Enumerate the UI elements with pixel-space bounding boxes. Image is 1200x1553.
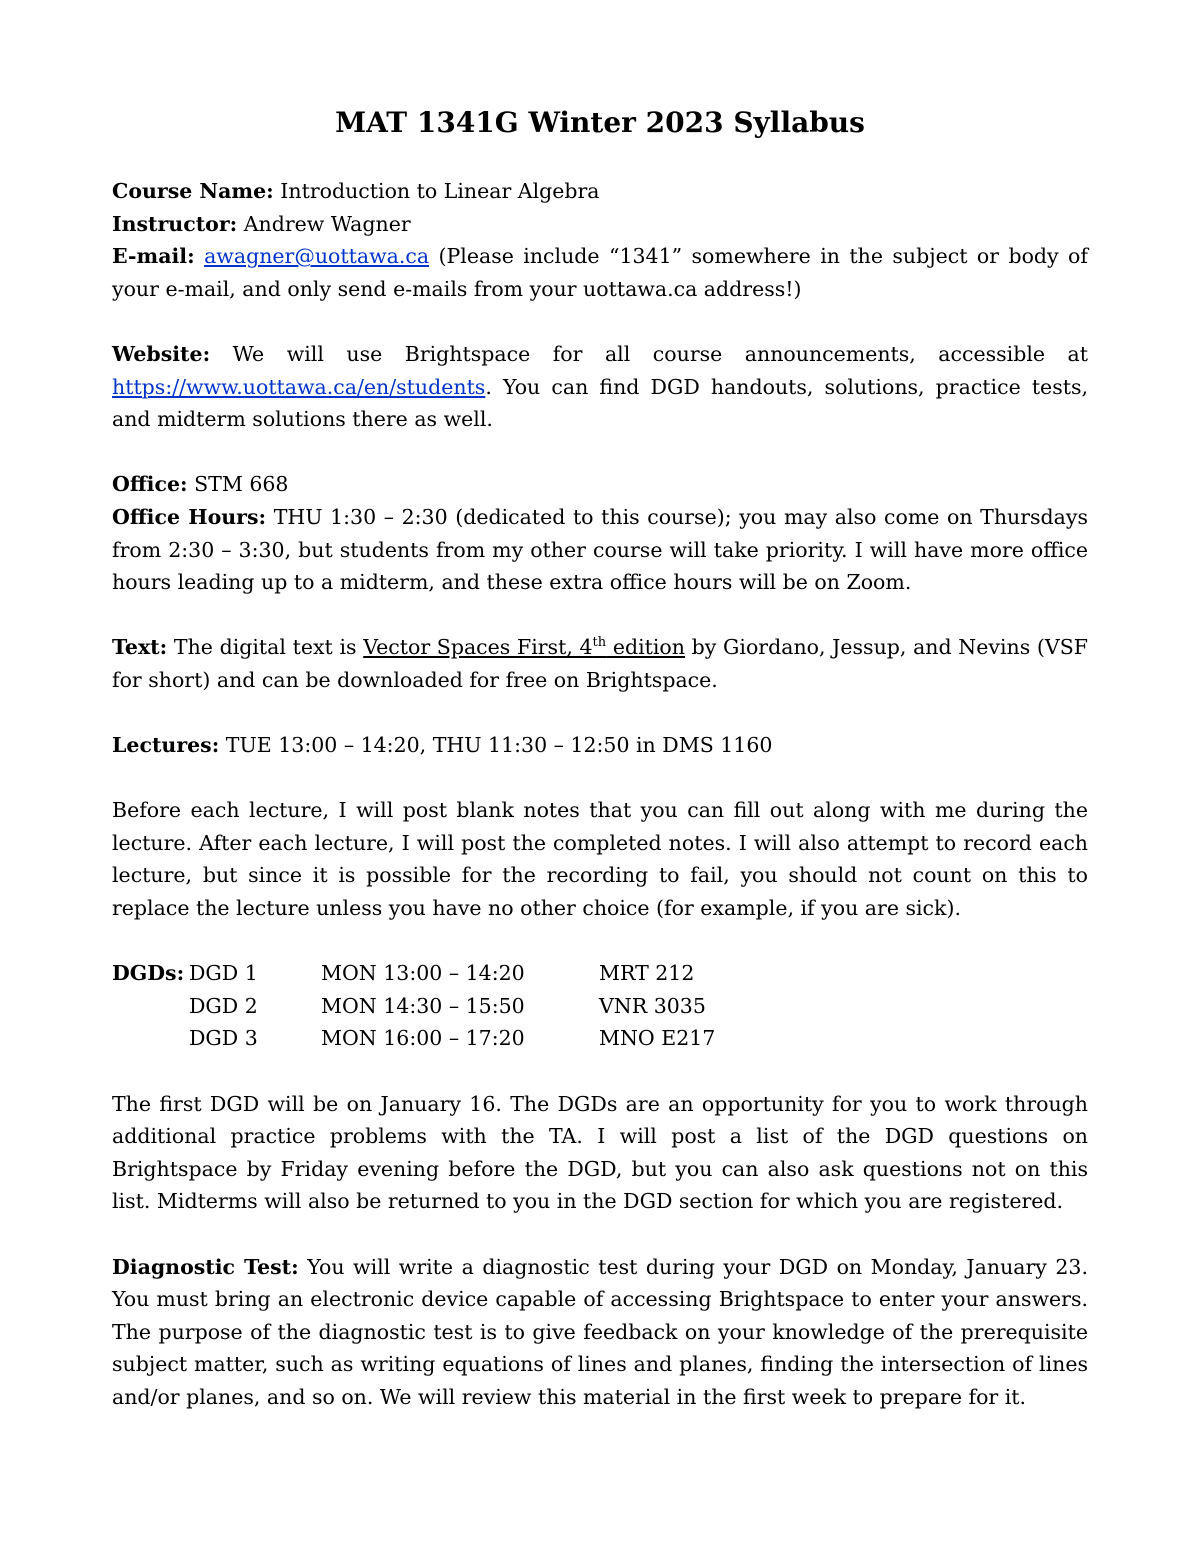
- text-after: by Giordano, Jessup, and Nevins (VSF for short) and can be downloaded for free on Brightspace.: [112, 635, 1088, 692]
- dgd-name: DGD 3: [189, 1026, 258, 1051]
- email-note: (Please include “1341” somewhere in the subject or body of your e-mail, and only send e-mails from your uottawa.ca address!): [112, 244, 1088, 301]
- dgd-name: DGD 1: [189, 961, 258, 986]
- office-hours-label: Office Hours:: [112, 504, 267, 529]
- book-edition-text: edition: [606, 635, 685, 660]
- dgd-info-paragraph: The first DGD will be on January 16. The DGDs are an opportunity for you to work through additional practice problems with the TA. I will post a list of the DGD questions on Brightspace by Friday evening before the DGD, but you can also ask questions not on this list. Midterms will also be returned to you in the DGD section for which you are registered.: [112, 1091, 1088, 1214]
- dgd-name: DGD 2: [189, 993, 258, 1018]
- dgd-time: MON 14:30 – 15:50: [321, 993, 525, 1018]
- lecture-notes-paragraph: Before each lecture, I will post blank notes that you can fill out along with me during the lecture. After each lecture, I will post the completed notes. I will also attempt to record each lecture, but since it is possible for the recording to fail, you should not count on this to replace the lecture unless you have no other choice (for example, if you are sick).: [112, 798, 1088, 921]
- email-link[interactable]: awagner@uottawa.ca: [204, 244, 430, 269]
- office-hours-value: THU 1:30 – 2:30 (dedicated to this course); you may also come on Thursdays from 2:30 – 3:30, but students from my other course will take priority. I will have more office hours leading up to a midterm, and these extra office hours will be on Zoom.: [112, 504, 1088, 595]
- syllabus-content: [112, 175, 1088, 1446]
- dgd-room: MNO E217: [599, 1026, 716, 1051]
- email-line: [112, 240, 1088, 305]
- website-paragraph: [112, 338, 1088, 436]
- lectures-value: TUE 13:00 – 14:20, THU 11:30 – 12:50 in DMS 1160: [225, 733, 773, 758]
- dgd-label: DGDs:: [112, 961, 185, 986]
- dgd-schedule: [112, 957, 1088, 1055]
- diagnostic-label: Diagnostic Test:: [112, 1254, 299, 1279]
- dgd-room: VNR 3035: [599, 993, 706, 1018]
- diagnostic-value: You will write a diagnostic test during your DGD on Monday, January 23. You must bring an electronic device capable of accessing Brightspace to enter your answers. The purpose of the diagnostic test is to give feedback on your knowledge of the prerequisite subject matter, such as writing equations of lines and planes, finding the intersection of lines and/or planes, and so on. We will review this material in the first week to prepare for it.: [112, 1254, 1088, 1409]
- course-name-value: Introduction to Linear Algebra: [280, 179, 600, 203]
- website-text-after: . You can find DGD handouts, solutions, practice tests, and midterm solutions there as well.: [112, 374, 1088, 432]
- instructor-value: Andrew Wagner: [243, 211, 411, 236]
- instructor-label: Instructor:: [112, 211, 238, 236]
- text-before: The digital text is: [173, 635, 357, 660]
- website-text-before: We will use Brightspace for all course announcements, accessible at: [232, 341, 1088, 366]
- course-name-line: [112, 175, 1088, 208]
- website-link[interactable]: https://www.uottawa.ca/en/students: [112, 374, 486, 399]
- text-paragraph: [112, 631, 1088, 696]
- diagnostic-paragraph: [112, 1251, 1088, 1414]
- course-name-label: Course Name:: [112, 179, 274, 203]
- dgd-time: MON 16:00 – 17:20: [321, 1026, 525, 1051]
- office-hours-paragraph: [112, 501, 1088, 599]
- lectures-label: Lectures:: [112, 733, 220, 758]
- website-label: Website:: [112, 341, 211, 366]
- office-line: [112, 468, 1088, 501]
- book-title: [363, 635, 685, 659]
- book-title-text: Vector Spaces First, 4: [363, 635, 593, 660]
- instructor-line: [112, 208, 1088, 241]
- lectures-line: [112, 729, 1088, 762]
- dgd-room: MRT 212: [599, 961, 695, 986]
- book-title-superscript: th: [592, 635, 607, 651]
- dgd-time: MON 13:00 – 14:20: [321, 961, 525, 986]
- office-value: STM 668: [194, 472, 289, 497]
- page-title: MAT 1341G Winter 2023 Syllabus: [335, 106, 865, 139]
- office-label: Office:: [112, 472, 188, 497]
- text-label: Text:: [112, 635, 168, 660]
- email-label: E-mail:: [112, 244, 195, 269]
